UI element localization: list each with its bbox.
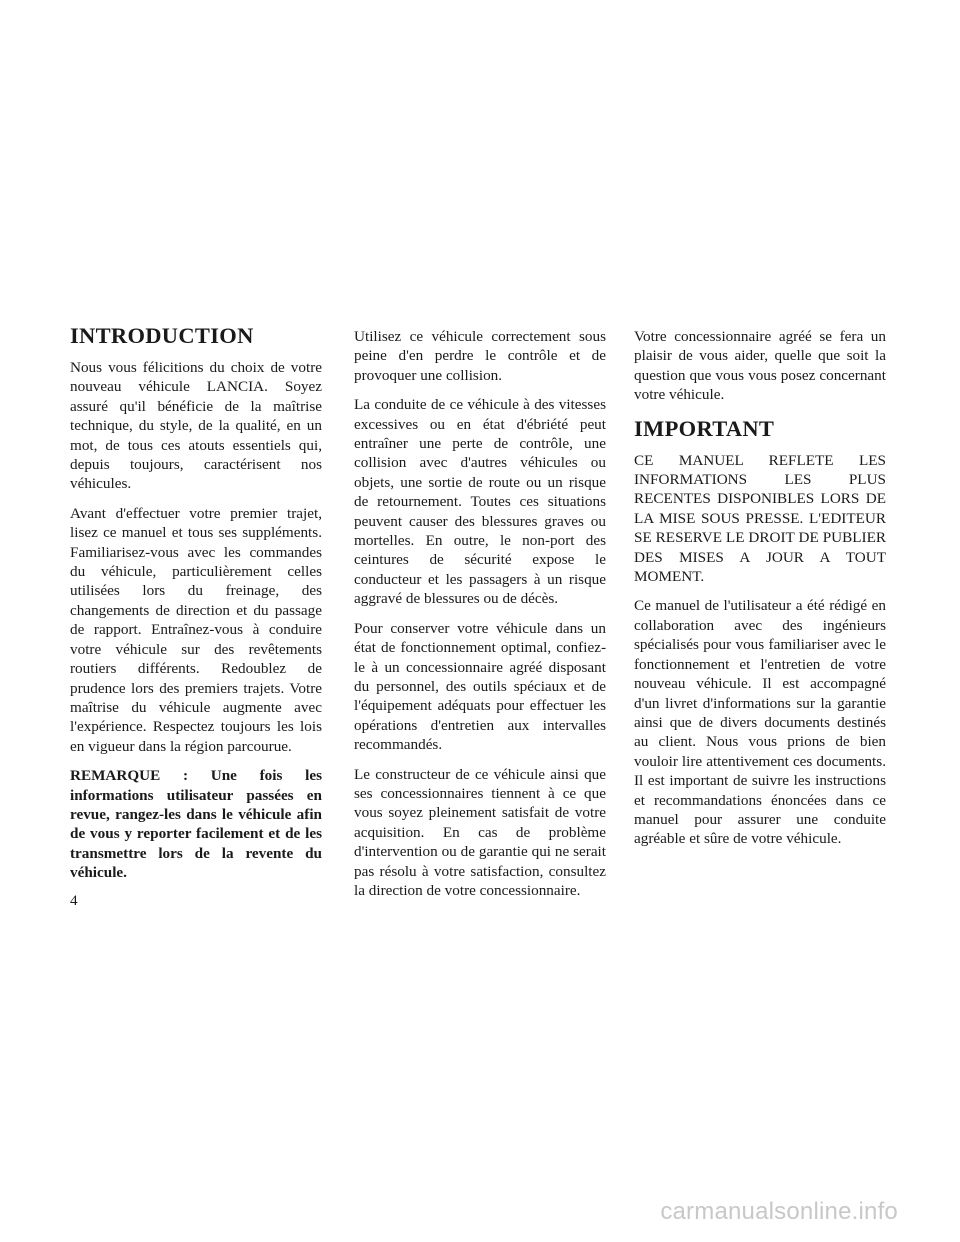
important-notice: CE MANUEL REFLETE LES INFORMATIONS LES PLUS RECENTES DISPONIBLES LORS DE LA MISE SOUS PRESSE. L'EDITEUR SE RESERVE LE DROIT DE PUBLIER DES MISES A JOUR A TOUT MOMENT. bbox=[634, 451, 886, 586]
body-paragraph: Le constructeur de ce véhicule ainsi que ses concessionnaires tiennent à ce que vous soyez pleinement satisfait de votre acquisition. En cas de problème d'intervention ou de garantie qui ne serait pas résolu à votre satisfaction, consultez la direction de votre concessionnaire. bbox=[354, 765, 606, 899]
remark-note: REMARQUE : Une fois les informations utilisateur passées en revue, rangez-les dans le véhicule afin de vous y reporter facilement et de les transmettre lors de la revente du véhicule. bbox=[70, 767, 322, 882]
introduction-heading: INTRODUCTION bbox=[70, 323, 254, 348]
page-number: 4 bbox=[70, 892, 78, 909]
body-paragraph: Utilisez ce véhicule correctement sous peine d'en perdre le contrôle et de provoquer une collision. bbox=[354, 328, 606, 384]
important-heading: IMPORTANT bbox=[634, 415, 775, 441]
body-paragraph: Pour conserver votre véhicule dans un état de fonctionnement optimal, confiez-le à un concessionnaire agréé disposant du personnel, des outils spéciaux et de l'équipement adéquats pour effectuer les opérations d'entretien aux intervalles recommandés. bbox=[354, 619, 606, 754]
body-paragraph: Ce manuel de l'utilisateur a été rédigé en collaboration avec des ingénieurs spécialisés pour vous familiariser avec le fonctionnement et l'entretien de votre nouveau véhicule. Il est accompagné d'un livret d'informations sur la garantie ainsi que de divers documents destinés au client. Nous vous prions de bien vouloir lire attentivement ces documents. Il est important de suivre les instructions et recommandations énoncées dans ce manuel pour assurer une conduite agréable et sûre de votre véhicule. bbox=[634, 597, 886, 848]
column-introduction bbox=[70, 322, 322, 893]
introduction-paragraph: Nous vous félicitions du choix de votre nouveau véhicule LANCIA. Soyez assuré qu'il bénéficie de la maîtrise technique, du style, de la qualité, en un mot, de tous ces atouts essentiels qui, depuis toujours, caractérisent nos véhicules. bbox=[70, 359, 322, 493]
column-important bbox=[634, 327, 886, 859]
body-paragraph: La conduite de ce véhicule à des vitesses excessives ou en état d'ébriété peut entraîner une perte de contrôle, une collision avec d'autres véhicules ou objets, une sortie de route ou un risque de retournement. Toutes ces situations peuvent causer des blessures graves ou mortelles. En outre, le non-port des ceintures de sécurité expose le conducteur et les passagers à un risque aggravé de blessures ou de décès. bbox=[354, 396, 606, 608]
body-paragraph: Votre concessionnaire agréé se fera un plaisir de vous aider, quelle que soit la question que vous vous posez concernant votre véhicule. bbox=[634, 328, 886, 404]
watermark: carmanualsonline.info bbox=[660, 1198, 898, 1225]
introduction-paragraph: Avant d'effectuer votre premier trajet, lisez ce manuel et tous ses suppléments. Familiarisez-vous avec les commandes du véhicule, particulièrement celles utilisées lors du freinage, des changements de direction et du passage de rapport. Entraînez-vous à conduire votre véhicule sur des revêtements routiers différents. Redoublez de prudence lors des premiers trajets. Votre maîtrise du véhicule augmente avec l'expérience. Respectez toujours les lois en vigueur dans la région parcourue. bbox=[70, 504, 322, 755]
column-safety bbox=[354, 327, 606, 910]
